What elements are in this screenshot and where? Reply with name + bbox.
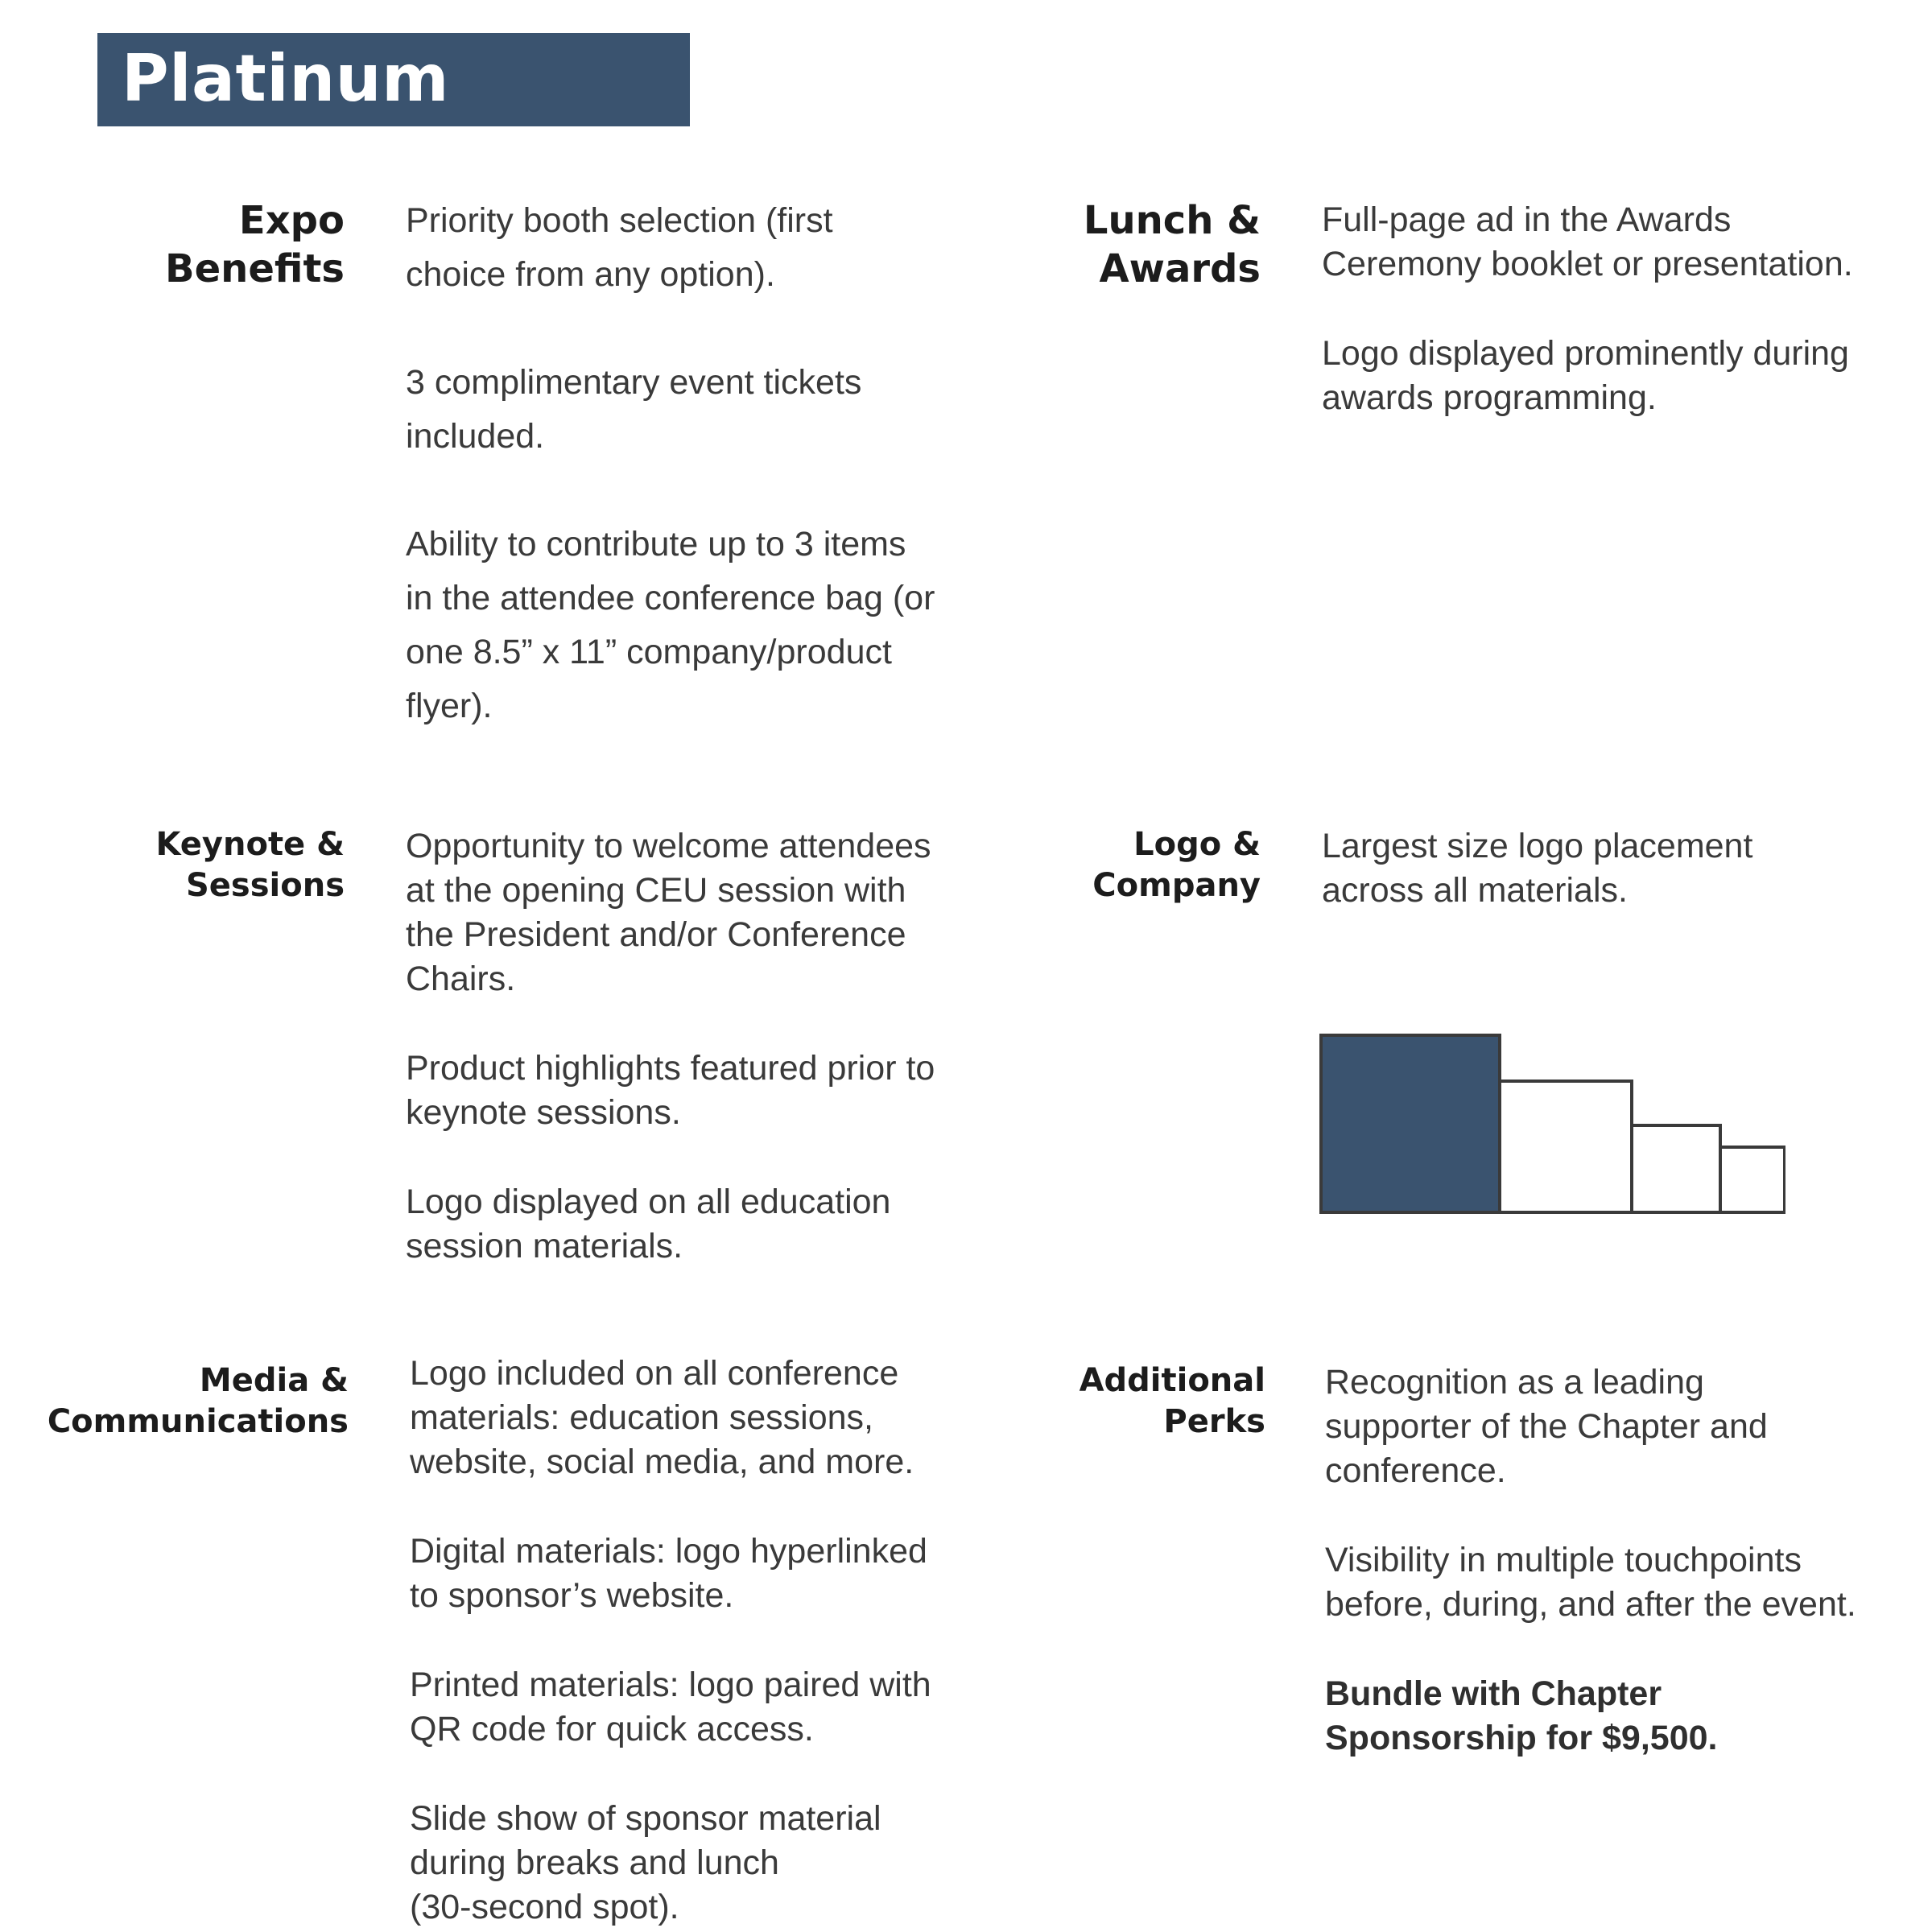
bundle-offer: Bundle with Chapter Sponsorship for $9,500.	[1325, 1674, 1718, 1757]
media-paragraph: Logo included on all conference materials: education sessions, website, social media, and more.	[410, 1354, 914, 1481]
media-paragraph: Digital materials: logo hyperlinked to sponsor’s website.	[410, 1532, 927, 1615]
tier-banner	[97, 33, 690, 126]
lunch-body	[1322, 198, 1853, 420]
lunch-paragraph: Full-page ad in the Awards Ceremony booklet or presentation.	[1322, 200, 1853, 283]
media-body	[410, 1352, 931, 1930]
keynote-body	[406, 824, 935, 1269]
keynote-heading: Keynote & Sessions	[155, 826, 345, 904]
tier-title: Platinum	[122, 41, 449, 116]
perks-body	[1325, 1360, 1856, 1761]
logo-size-largest	[1321, 1035, 1500, 1212]
expo-paragraph: Ability to contribute up to 3 items in the attendee conference bag (or one 8.5” x 11” company/product flyer).	[406, 525, 935, 725]
logo-heading: Logo & Company	[1092, 826, 1261, 904]
logo-size-diagram	[1319, 1033, 1785, 1215]
perks-paragraph: Visibility in multiple touchpoints before, during, and after the event.	[1325, 1541, 1856, 1624]
keynote-paragraph: Opportunity to welcome attendees at the opening CEU session with the President and/or Conference Chairs.	[406, 827, 931, 998]
lunch-heading: Lunch & Awards	[1083, 198, 1261, 291]
perks-paragraph: Recognition as a leading supporter of the Chapter and conference.	[1325, 1363, 1768, 1490]
logo-size-large	[1500, 1081, 1632, 1212]
expo-paragraph: 3 complimentary event tickets included.	[406, 363, 862, 456]
lunch-paragraph: Logo displayed prominently during awards programming.	[1322, 334, 1849, 417]
expo-paragraph: Priority booth selection (first choice from any option).	[406, 201, 833, 294]
logo-size-medium	[1632, 1125, 1720, 1212]
media-paragraph: Printed materials: logo paired with QR code for quick access.	[410, 1666, 931, 1748]
expo-heading: Expo Benefits	[165, 198, 345, 291]
logo-paragraph: Largest size logo placement across all materials.	[1322, 827, 1753, 910]
media-paragraph: Slide show of sponsor material during breaks and lunch (30-second spot).	[410, 1799, 881, 1926]
logo-body	[1322, 824, 1752, 913]
keynote-paragraph: Logo displayed on all education session materials.	[406, 1183, 891, 1265]
logo-size-small	[1720, 1147, 1785, 1212]
perks-heading: Additional Perks	[1079, 1362, 1265, 1440]
media-heading: Media & Communications	[47, 1362, 349, 1440]
keynote-paragraph: Product highlights featured prior to keynote sessions.	[406, 1049, 935, 1132]
expo-body	[406, 194, 935, 733]
